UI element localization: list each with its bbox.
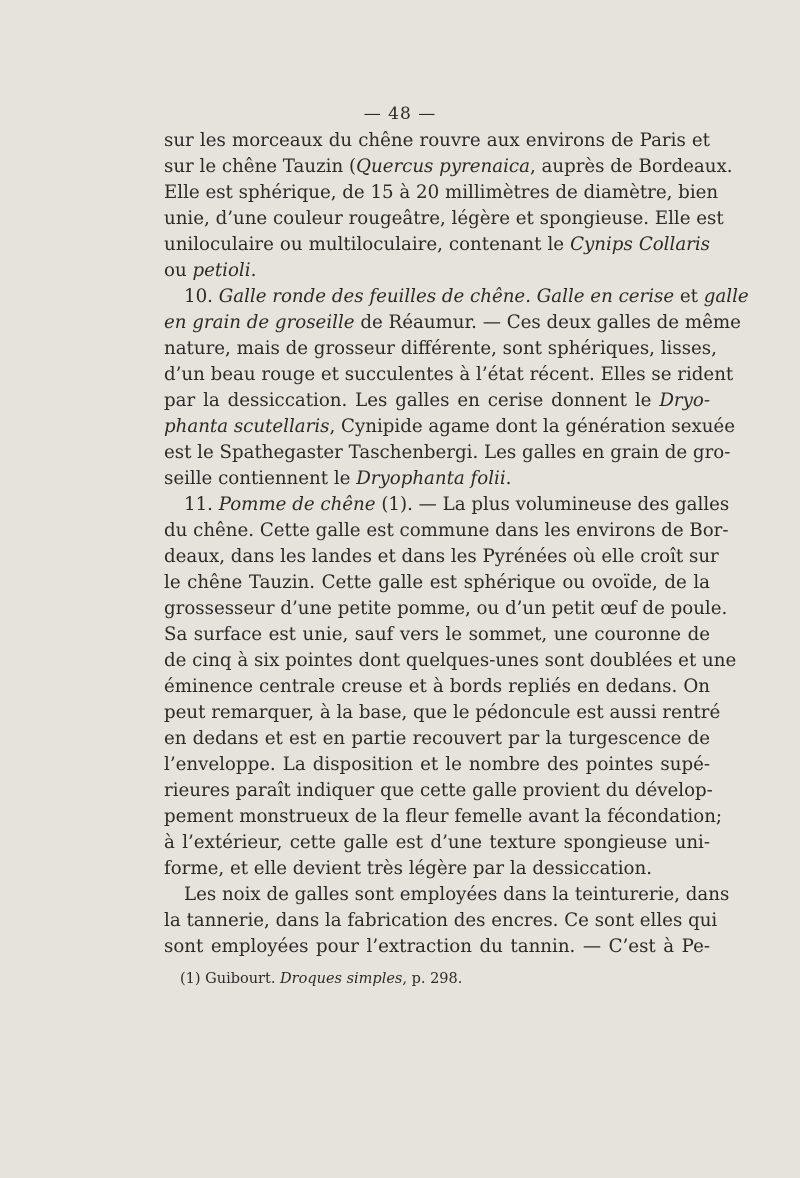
text-line [164,726,710,752]
body-text [164,128,749,960]
text-run: 11. [184,494,219,515]
text-run: forme, et elle devient très légère par la dessiccation. [164,858,652,879]
text-line [164,362,734,388]
text-line [164,414,735,440]
text-run: seille contiennent le [164,468,357,489]
text-line [164,336,717,362]
italic-text: phanta scutellaris [164,416,330,437]
text-line [164,752,710,778]
text-run: grossesseur d’une petite pomme, ou d’un petit œuf de poule. [164,598,728,619]
text-run: de cinq à six pointes dont quelques-unes sont doublées et une [164,650,737,671]
text-line [164,232,710,258]
text-run: (1). — La plus volumineuse des galles [375,494,730,515]
italic-text: Dryo- [659,390,710,411]
italic-text: en grain de groseille [164,312,355,333]
text-run: . [505,468,512,489]
text-run: à l’extérieur, cette galle est d’une texture spongieuse uni- [164,832,710,853]
text-line [164,934,710,960]
text-line [164,440,731,466]
text-run: uniloculaire ou multiloculaire, contenant le [164,234,571,255]
footnote [180,968,462,990]
text-line [164,804,723,830]
text-run: pement monstrueux de la fleur femelle avant la fécondation; [164,806,723,827]
text-run: sur les morceaux du chêne rouvre aux environs de Paris et [164,130,710,151]
text-run: le chêne Tauzin. Cette galle est sphérique ou ovoïde, de la [164,572,710,593]
text-run: , Cynipide agame dont la génération sexuée [329,416,735,437]
text-line [164,180,719,206]
text-line [164,856,710,882]
text-line [164,492,730,518]
text-run: Sa surface est unie, sauf vers le sommet, une couronne de [164,624,710,645]
page-number: — 48 — [363,104,437,124]
text-line [164,596,728,622]
text-run: (1) Guibourt. [180,971,281,987]
text-line [164,830,710,856]
text-line [164,700,721,726]
italic-text: Quercus pyrenaica [356,156,530,177]
text-run: ou [164,260,193,281]
text-run: l’enveloppe. La disposition et le nombre des pointes supé- [164,754,710,775]
text-run: du chêne. Cette galle est commune dans les environs de Bor- [164,520,729,541]
text-line [164,648,737,674]
text-run: éminence centrale creuse et à bords repliés en dedans. On [164,676,710,697]
text-line [164,128,710,154]
text-run: et [674,286,704,307]
text-run: 10. [184,286,219,307]
text-line [164,908,718,934]
italic-text: Droques simples [280,971,403,987]
text-run: peut remarquer, à la base, que le pédoncule est aussi rentré [164,702,721,723]
text-run: , p. 298. [402,971,463,987]
italic-text: galle [703,286,749,307]
text-run: rieures paraît indiquer que cette galle provient du dévelop- [164,780,713,801]
text-run: d’un beau rouge et succulentes à l’état récent. Elles se rident [164,364,734,385]
text-line [164,206,724,232]
text-line [164,674,710,700]
text-line [164,258,710,284]
italic-text: petioli [192,260,251,281]
italic-text: Cynips Collaris [570,234,711,255]
text-line [164,544,719,570]
text-run: , auprès de Bordeaux. [529,156,733,177]
text-run: unie, d’une couleur rougeâtre, légère et spongieuse. Elle est [164,208,724,229]
text-run: en dedans et est en partie recouvert par la turgescence de [164,728,710,749]
text-line [164,518,729,544]
text-run: deaux, dans les landes et dans les Pyrénées où elle croît sur [164,546,719,567]
text-line [164,570,710,596]
text-line [164,284,749,310]
text-line [164,388,710,414]
text-run: la tannerie, dans la fabrication des encres. Ce sont elles qui [164,910,718,931]
text-run: nature, mais de grosseur différente, sont sphériques, lisses, [164,338,717,359]
italic-text: Galle ronde des feuilles de chêne. Galle en cerise [218,286,675,307]
text-run: de Réaumur. — Ces deux galles de même [354,312,741,333]
text-run: Elle est sphérique, de 15 à 20 millimètres de diamètre, bien [164,182,719,203]
text-line [164,882,730,908]
text-line [164,778,713,804]
text-run: par la dessiccation. Les galles en cerise donnent le [164,390,660,411]
text-run: sont employées pour l’extraction du tannin. — C’est à Pe- [164,936,710,957]
text-run: est le Spathegaster Taschenbergi. Les galles en grain de gro- [164,442,731,463]
text-run: Les noix de galles sont employées dans la teinturerie, dans [184,884,730,905]
text-line [164,622,710,648]
italic-text: Pomme de chêne [218,494,376,515]
italic-text: Dryophanta folii [356,468,506,489]
text-line [164,310,741,336]
text-run: . [250,260,257,281]
text-run: sur le chêne Tauzin ( [164,156,357,177]
text-line [164,466,710,492]
text-line [164,154,733,180]
